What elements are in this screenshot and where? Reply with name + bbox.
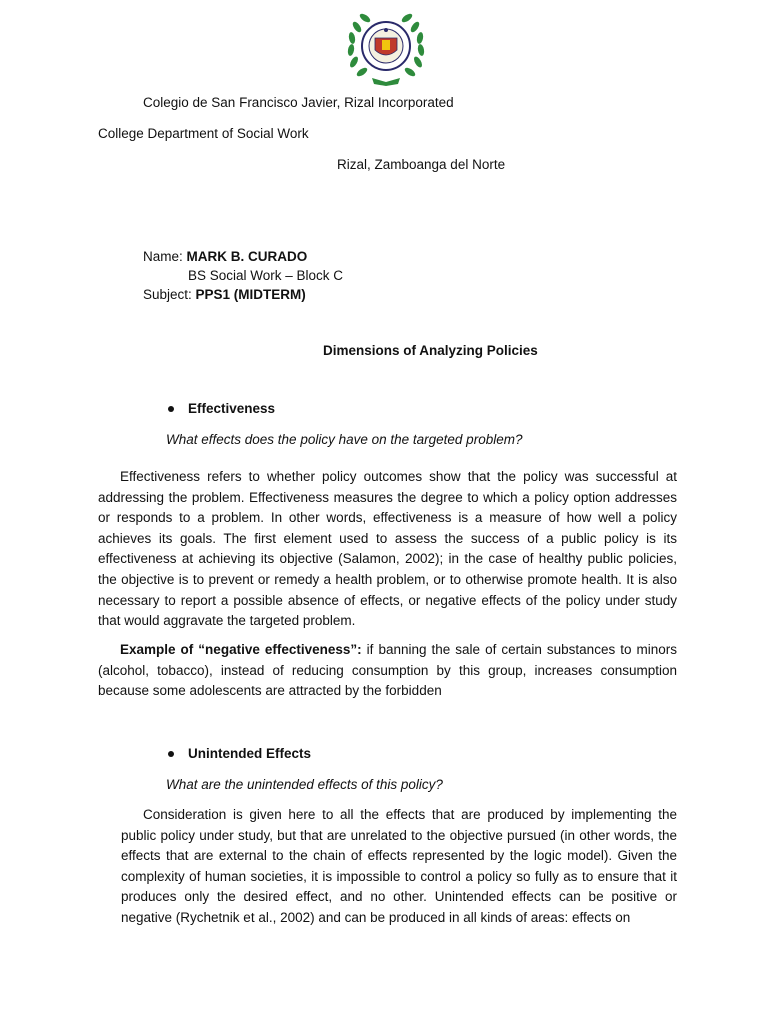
subject-label: Subject: [143,287,192,302]
college-location: Rizal, Zamboanga del Norte [337,157,506,172]
college-name: Colegio de San Francisco Javier, Rizal Incorporated [143,95,454,110]
college-seal-icon [344,8,428,86]
student-name-line [143,248,307,266]
student-program: BS Social Work – Block C [188,268,344,283]
subject-value: PPS1 (MIDTERM) [191,287,306,302]
name-label: Name: [143,249,183,264]
department-name: College Department of Social Work [98,126,309,141]
unintended-effects-question: What are the unintended effects of this policy? [166,777,443,792]
bullet-icon [168,406,174,412]
effectiveness-question: What effects does the policy have on the targeted problem? [166,432,523,447]
name-value: MARK B. CURADO [182,249,308,264]
effectiveness-paragraph: Effectiveness refers to whether policy outcomes show that the policy was successful at addressing the problem. Effectiveness measures the degree to which a policy option addresses or responds to a problem. In other words, effectiveness is a measure of how well a policy achieves its goals. The first element used to assess the success of a public policy is its effectiveness at achieving its objective (Salamon, 2002); in the case of healthy public policies, the objective is to prevent or remedy a health problem, or to otherwise promote health. It is also necessary to report a possible absence of effects, or negative effects of the policy under study that would aggravate the targeted problem. [98,469,677,629]
example-label: Example of “negative effectiveness”: [120,642,362,657]
effectiveness-heading: Effectiveness [188,401,276,416]
subject-line [143,286,306,304]
unintended-effects-heading: Unintended Effects [188,746,312,761]
document-title: Dimensions of Analyzing Policies [323,343,538,358]
negative-effectiveness-example [98,640,677,702]
unintended-effects-paragraph: Consideration is given here to all the effects that are produced by implementing the public policy under study, but that are unrelated to the objective pursued (in other words, the effects that are external to the chain of effects represented by the logic model). Given the complexity of human societies, it is impossible to control a policy so fully as to ensure that it produces only the desired effect, and no other. Unintended effects can be positive or negative (Rychetnik et al., 2002) and can be produced in all kinds of areas: effects on [121,807,677,925]
bullet-icon [168,751,174,757]
example-text: if banning the sale of certain substances to minors (alcohol, tobacco), instead of reducing consumption by this group, increases consumption because some adolescents are attracted by the forbidden [98,642,678,699]
